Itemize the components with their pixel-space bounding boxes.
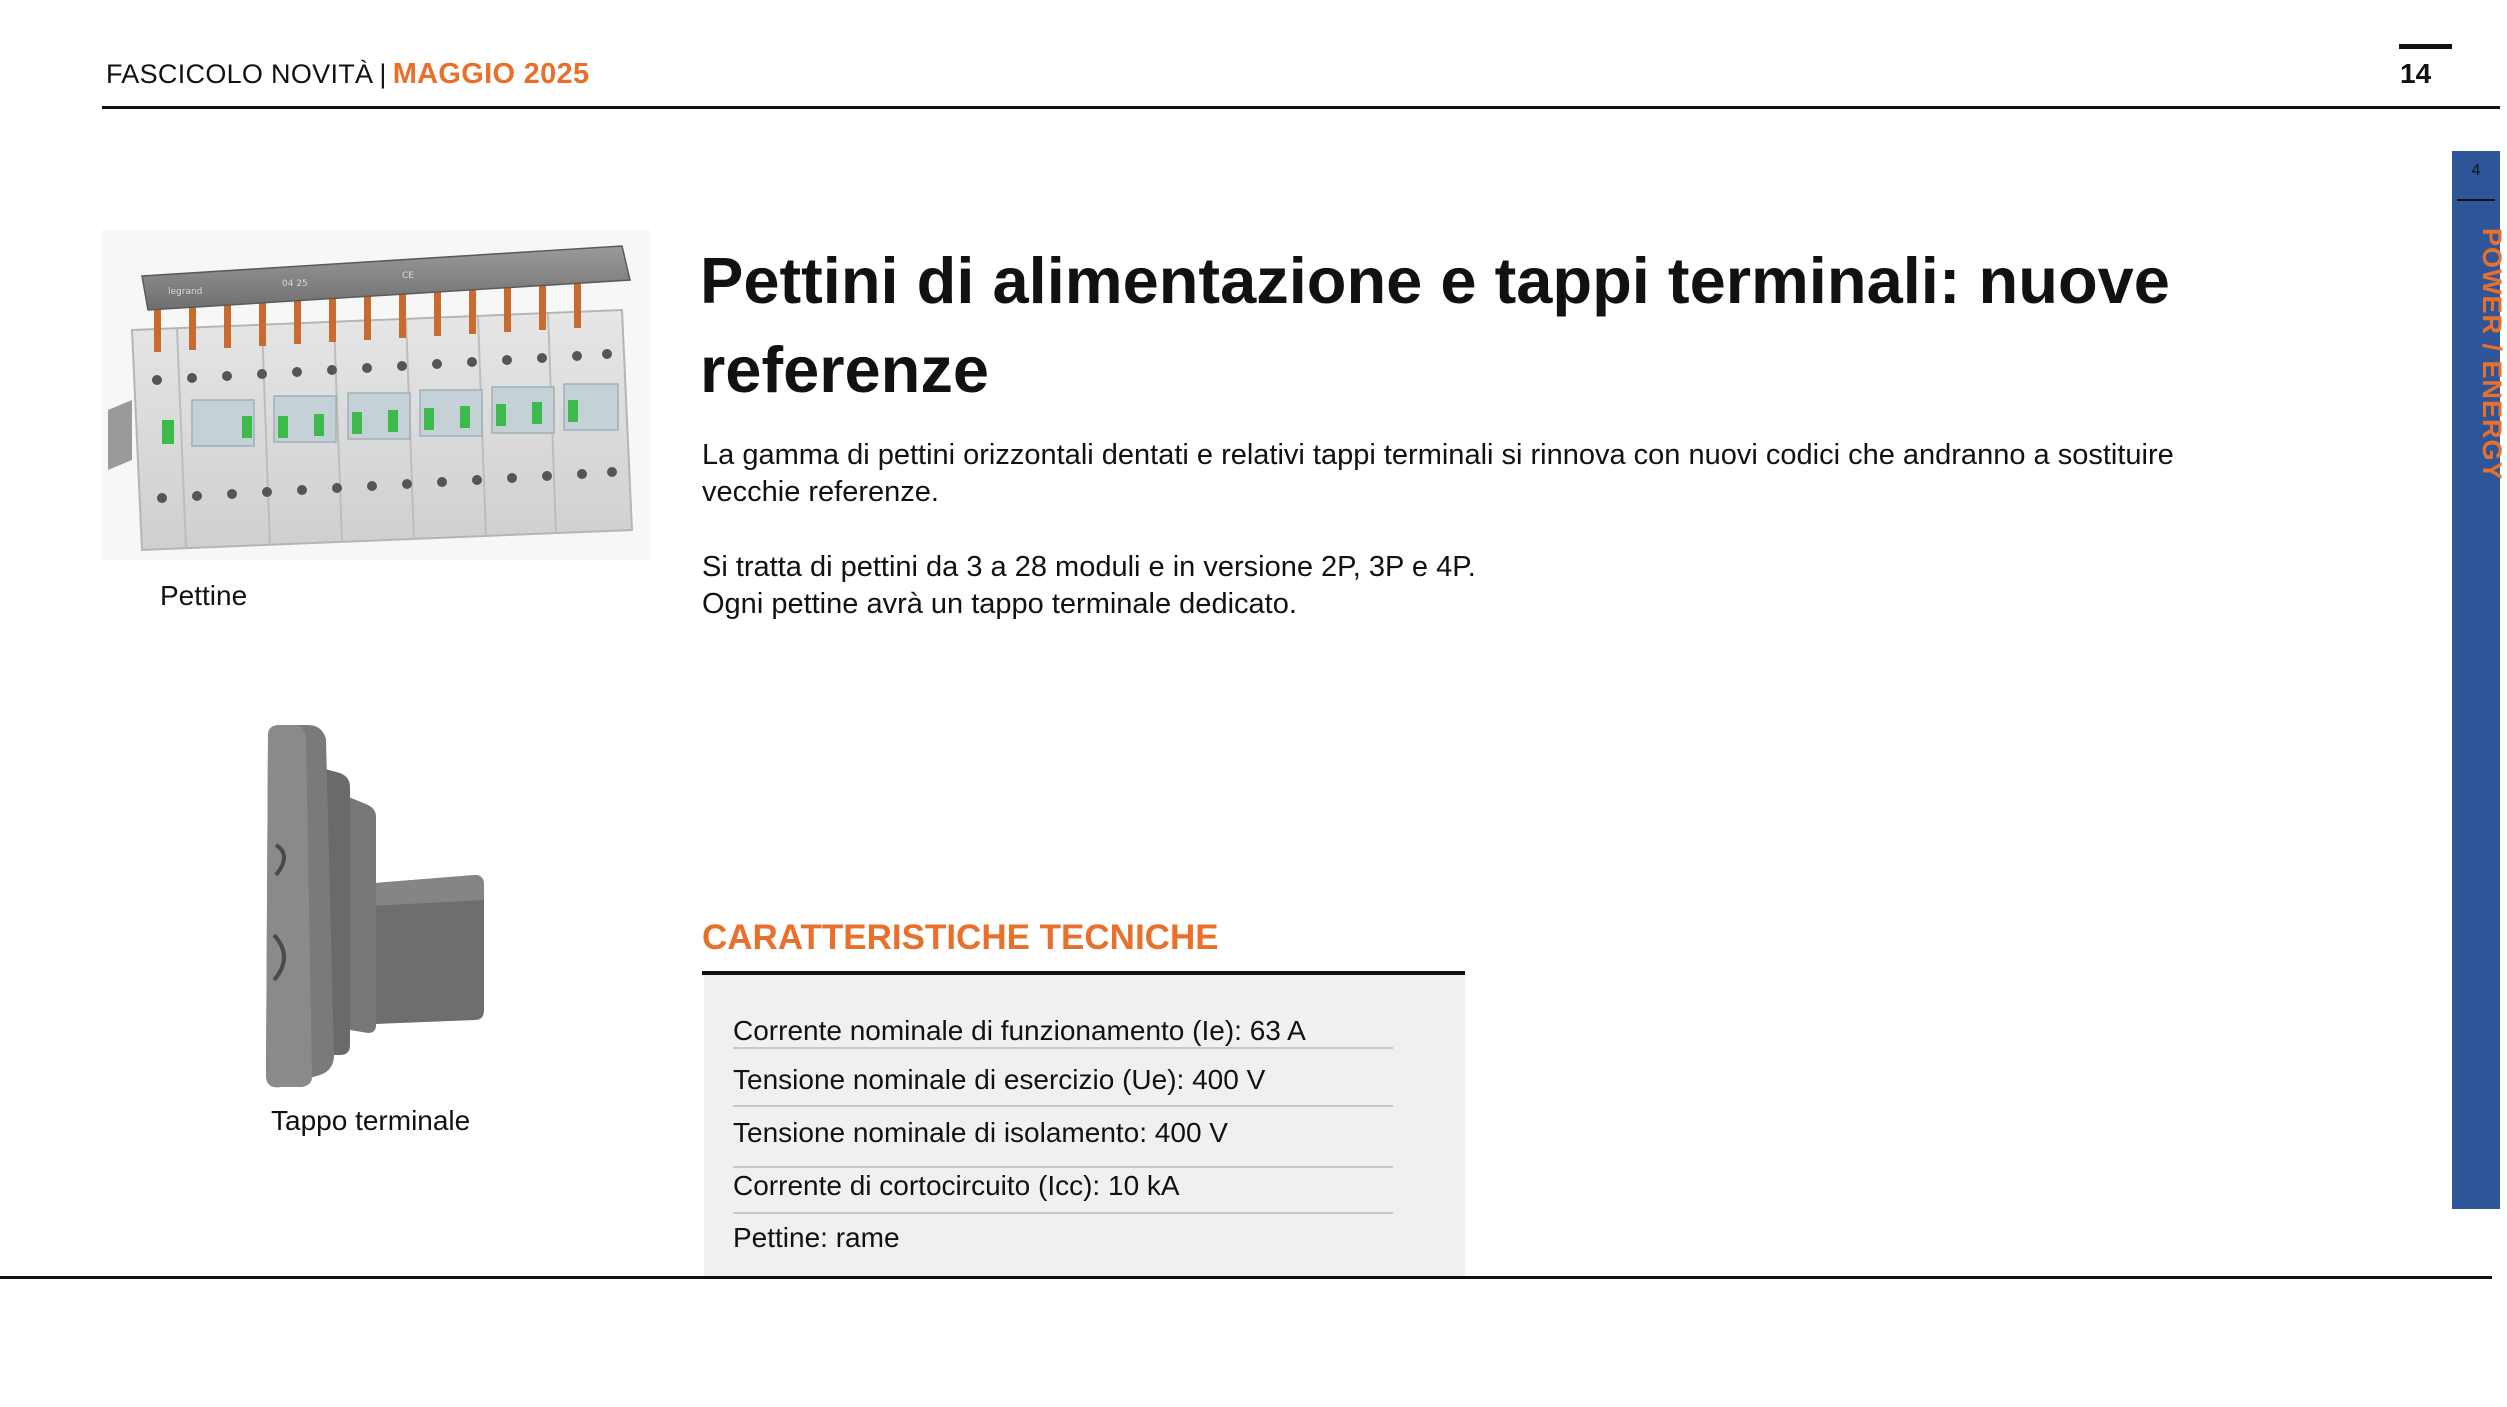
spec-item: Tensione nominale di esercizio (Ue): 400 V [733,1064,1266,1095]
article-title: Pettini di alimentazione e tappi terminali: nuove referenze [700,244,2170,406]
svg-text:04 25: 04 25 [282,279,308,289]
section-number-divider [2457,199,2495,201]
section-label: POWER / ENERGY [2477,228,2507,481]
spec-divider [733,1212,1393,1214]
section-number: 4 [2471,162,2481,179]
tappo-caption: Tappo terminale [271,1105,471,1136]
article-paragraph-2 [702,549,2262,623]
page-number-mark [2399,44,2452,49]
pettine-caption: Pettine [160,580,248,611]
tappo-terminale-image [250,725,490,1095]
publication-name: FASCICOLO NOVITÀ [106,59,374,89]
header-separator: | [379,59,387,89]
spec-divider [733,1166,1393,1168]
spec-item: Tensione nominale di isolamento: 400 V [733,1117,1228,1148]
page-number: 14 [2400,58,2432,89]
spec-item: Pettine: rame [733,1222,900,1253]
spec-item: Corrente nominale di funzionamento (Ie): 63 A [733,1015,1306,1046]
article-paragraph-2-line-2: Ogni pettine avrà un tappo terminale dedicato. [702,588,1297,620]
article-paragraph-2-line-1: Si tratta di pettini da 3 a 28 moduli e in versione 2P, 3P e 4P. [702,551,1476,583]
spec-divider [733,1105,1393,1107]
header-title [106,58,589,91]
header-divider [102,106,2500,109]
spec-item: Corrente di cortocircuito (Icc): 10 kA [733,1170,1180,1201]
svg-text:CE: CE [402,271,414,281]
footer-divider [0,1276,2492,1279]
article-paragraph-1: La gamma di pettini orizzontali dentati e relativi tappi terminali si rinnova con nuovi codici che andranno a sostituire vecchie referenze. [702,439,2174,508]
spec-divider [733,1047,1393,1049]
svg-text:legrand: legrand [168,287,203,297]
issue-date: MAGGIO 2025 [392,58,590,90]
specs-heading: CARATTERISTICHE TECNICHE [702,918,1219,957]
pettine-product-image [102,230,650,560]
